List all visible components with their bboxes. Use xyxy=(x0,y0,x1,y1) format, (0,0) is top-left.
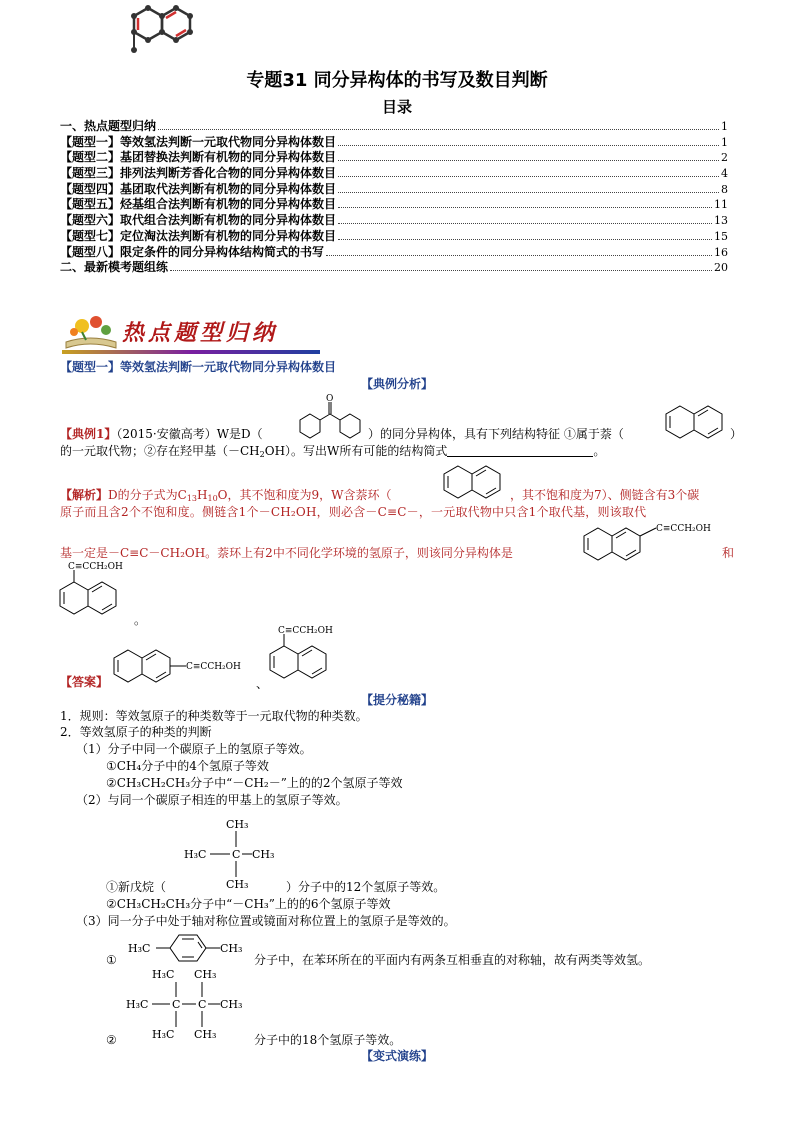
1-naphthyl-propargyl-alcohol-structure xyxy=(58,560,138,622)
tip-point: ①新戊烷（ xyxy=(106,880,167,894)
table-of-contents xyxy=(60,119,728,276)
methyl-label: CH₃ xyxy=(194,1028,217,1041)
example-text: ）的同分异构体，具有下列结构特征 ①属于萘（ xyxy=(368,427,624,441)
substituent-label: C≡CCH₂OH xyxy=(68,562,123,572)
analysis-line-3: 基一定是－C≡C－CH₂OH。萘环上有2中不同化学环境的氢原子，则该同分异构体是 xyxy=(60,546,513,560)
toc-item[interactable]: 【题型七】定位淘汰法判断有机物的同分异构体数目 15 xyxy=(60,228,728,243)
methyl-label: H₃C xyxy=(152,968,175,981)
answer-tag: 【答案】 xyxy=(60,675,109,689)
answer-structure-1 xyxy=(112,640,252,686)
tip-point: （3）同一分子中处于轴对称位置或镜面对称位置上的氢原子是等效的。 xyxy=(76,914,456,928)
section-heading: 【题型一】等效氢法判断一元取代物同分异构体数目 xyxy=(60,360,337,374)
example-tag: 【典例1】 xyxy=(60,427,117,441)
naphthalene-structure xyxy=(440,462,510,502)
tip-point: ①CH₄分子中的4个氢原子等效 xyxy=(106,759,269,773)
naphthalene-logo-icon xyxy=(126,2,194,54)
example-line-2: 的一元取代物；②存在羟甲基$(-CH_2OH)$。写出W所有可能的结构简式 。 xyxy=(60,444,606,459)
toc-item[interactable]: 【题型六】取代组合法判断有机物的同分异构体数目 13 xyxy=(60,213,728,228)
naphthalene-structure xyxy=(662,402,732,442)
substituent-label: C≡CCH₂OH xyxy=(656,524,711,534)
benzophenone-structure xyxy=(294,392,366,444)
tip-point: （1）分子中同一个碳原子上的氢原子等效。 xyxy=(76,742,312,756)
flower-book-icon xyxy=(62,312,120,350)
oxygen-label: O xyxy=(326,394,334,404)
2-naphthyl-propargyl-alcohol-structure xyxy=(582,518,722,564)
carbon-label: C xyxy=(172,998,181,1011)
substituent-label: C≡CCH₂OH xyxy=(278,626,333,636)
banner-underline xyxy=(62,350,320,354)
methyl-label: CH₃ xyxy=(194,968,217,981)
page-title: 专题31 同分异构体的书写及数目判断 xyxy=(246,70,548,91)
analysis-line-2: 原子而且含2个不饱和度。侧链含1个－CH₂OH，则必含－C≡C－，一元取代物中只含1个取代基，则该取代 xyxy=(60,505,647,519)
toc-item[interactable]: 【题型八】限定条件的同分异构体结构简式的书写 16 xyxy=(60,244,728,259)
toc-item[interactable]: 二、最新模考题组练 20 xyxy=(60,260,728,275)
example-heading: 【典例分析】 xyxy=(360,377,433,391)
methyl-label: H₃C xyxy=(184,848,207,861)
tip-judge: 2．等效氢原子的种类的判断 xyxy=(60,725,212,739)
toc-item[interactable]: 【题型五】烃基组合法判断有机物的同分异构体数目 11 xyxy=(60,197,728,212)
tip-rule: 1．规则：等效氢原子的种类数等于一元取代物的种类数。 xyxy=(60,709,368,723)
toc-heading: 目录 xyxy=(381,98,412,116)
tips-heading: 【提分秘籍】 xyxy=(360,693,433,707)
substituent-label: C≡CCH₂OH xyxy=(186,662,241,672)
methyl-label: H₃C xyxy=(152,1028,175,1041)
tip-point: （2）与同一个碳原子相连的甲基上的氢原子等效。 xyxy=(76,793,348,807)
toc-item[interactable]: 【题型三】排列法判断芳香化合物的同分异构体数目 4 xyxy=(60,166,728,181)
example-line-1: 【典例1】（2015·安徽高考）W是D（ xyxy=(60,427,263,441)
methyl-label: CH₃ xyxy=(252,848,275,861)
methyl-label: H₃C xyxy=(128,942,151,955)
section-banner xyxy=(62,312,320,358)
tip-point: ②CH₃CH₂CH₃分子中“－CH₃”上的的6个氢原子等效 xyxy=(106,897,391,911)
methyl-label: CH₃ xyxy=(226,818,249,831)
methyl-label: CH₃ xyxy=(220,998,243,1011)
banner-title: 热点题型归纳 xyxy=(122,320,279,346)
answer-blank[interactable] xyxy=(447,444,593,457)
practice-heading: 【变式演练】 xyxy=(360,1049,433,1063)
methyl-label: CH₃ xyxy=(220,942,243,955)
analysis-text: ，其不饱和度为7）、侧链含有3个碳 xyxy=(510,488,700,502)
tip-point: ②CH₃CH₂CH₃分子中“－CH₂－”上的的2个氢原子等效 xyxy=(106,776,403,790)
toc-item[interactable]: 【题型二】基团替换法判断有机物的同分异构体数目 2 xyxy=(60,150,728,165)
carbon-label: C xyxy=(232,848,241,861)
toc-item[interactable]: 一、热点题型归纳 1 xyxy=(60,119,728,133)
methyl-label: H₃C xyxy=(126,998,149,1011)
analysis-line-1: 【解析】D的分子式为$C_{13}H_{10}O$，其不饱和度为9，W含萘环（ xyxy=(60,488,392,503)
hexamethylethane-structure xyxy=(122,962,252,1046)
methyl-label: CH₃ xyxy=(226,878,249,891)
toc-item[interactable]: 【题型一】等效氢法判断一元取代物同分异构体数目 1 xyxy=(60,134,728,149)
answer-structure-2 xyxy=(268,622,348,688)
carbon-label: C xyxy=(198,998,207,1011)
toc-item[interactable]: 【题型四】基团取代法判断有机物的同分异构体数目 8 xyxy=(60,181,728,196)
neopentane-structure xyxy=(180,812,280,894)
